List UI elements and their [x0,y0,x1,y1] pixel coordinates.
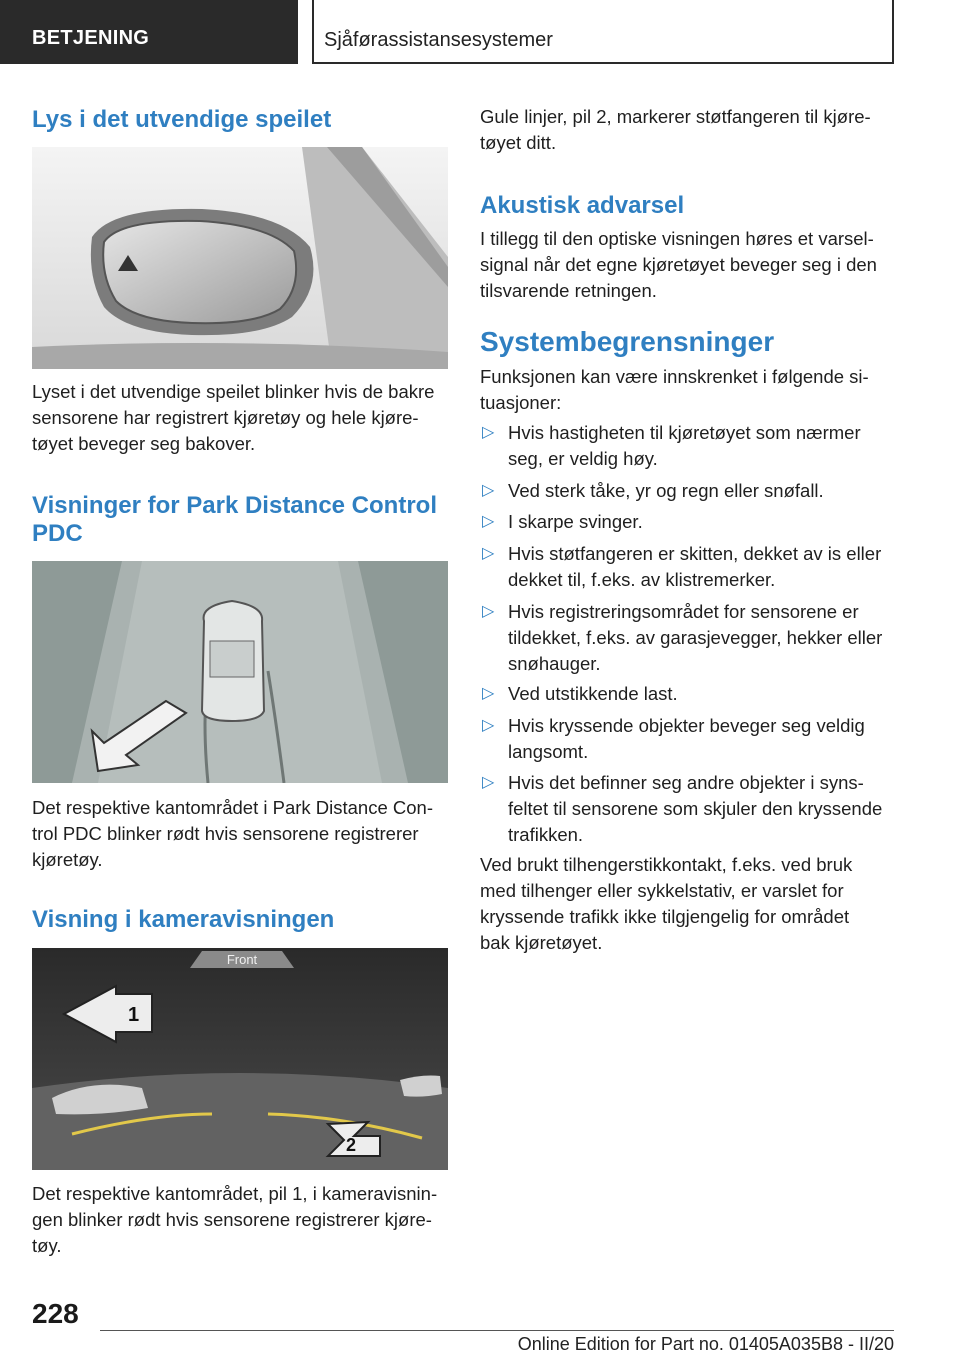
header-section-tab [0,0,298,64]
figure-mirror [32,147,448,369]
pdc-illustration [32,561,448,783]
paragraph-yellow-lines: Gule linjer, pil 2, markerer støtfangeren til kjøre- tøyet ditt. [480,106,871,153]
paragraph-mirror: Lyset i det utvendige speilet blinker hvis de bakre sensorene har registrert kjøretøy og hele kjøre- tøyet beveger seg bakover. [32,381,435,454]
page-number: 228 [32,1298,79,1329]
header-chapter-tab [312,0,894,64]
bullet-triangle-icon: ▷ [482,513,495,530]
header-section-label: BETJENING [32,27,150,49]
heading-pdc: Visninger for Park Distance Control PDC [32,492,437,547]
mirror-illustration [32,147,448,369]
heading-limits: Systembegrensninger [480,326,775,357]
bullet-triangle-icon: ▷ [482,685,495,702]
bullet-triangle-icon: ▷ [482,717,495,734]
bullet-triangle-icon: ▷ [482,482,495,499]
paragraph-camera: Det respektive kantområdet, pil 1, i kameravisnin- gen blinker rødt hvis sensorene registrerer kjøre- tøy. [32,1183,438,1256]
header-chapter-label: Sjåførassistansesystemer [324,29,553,51]
paragraph-pdc: Det respektive kantområdet i Park Distance Con- trol PDC blinker rødt hvis sensorene registrerer kjøretøy. [32,797,434,870]
camera-illustration [32,948,448,1170]
footer-divider [100,1330,894,1331]
heading-mirror: Lys i det utvendige speilet [32,106,332,133]
bullet-triangle-icon: ▷ [482,545,495,562]
paragraph-trailer: Ved brukt tilhengerstikkontakt, f.eks. ved bruk med tilhenger eller sykkelstativ, er varslet for kryssende trafikk ikke tilgjengelig for området bak kjøretøyet. [480,854,853,953]
arrow-2-label: 2 [346,1135,357,1155]
camera-front-label: Front [226,952,258,967]
bullet-triangle-icon: ▷ [482,603,495,620]
footer-edition: Online Edition for Part no. 01405A035B8 - II/20 [517,1334,894,1354]
figure-camera [32,948,448,1170]
paragraph-acoustic: I tillegg til den optiske visningen høres et varsel- signal når det egne kjøretøyet beveger seg i den tilsvarende retningen. [480,228,877,301]
paragraph-limits: Funksjonen kan være innskrenket i følgende si- tuasjoner: [480,366,869,413]
heading-acoustic: Akustisk advarsel [480,192,685,219]
arrow-1-label: 1 [128,1004,140,1026]
bullet-triangle-icon: ▷ [482,424,495,441]
heading-camera: Visning i kameravisningen [32,906,335,933]
figure-pdc [32,561,448,783]
bullet-triangle-icon: ▷ [482,774,495,791]
